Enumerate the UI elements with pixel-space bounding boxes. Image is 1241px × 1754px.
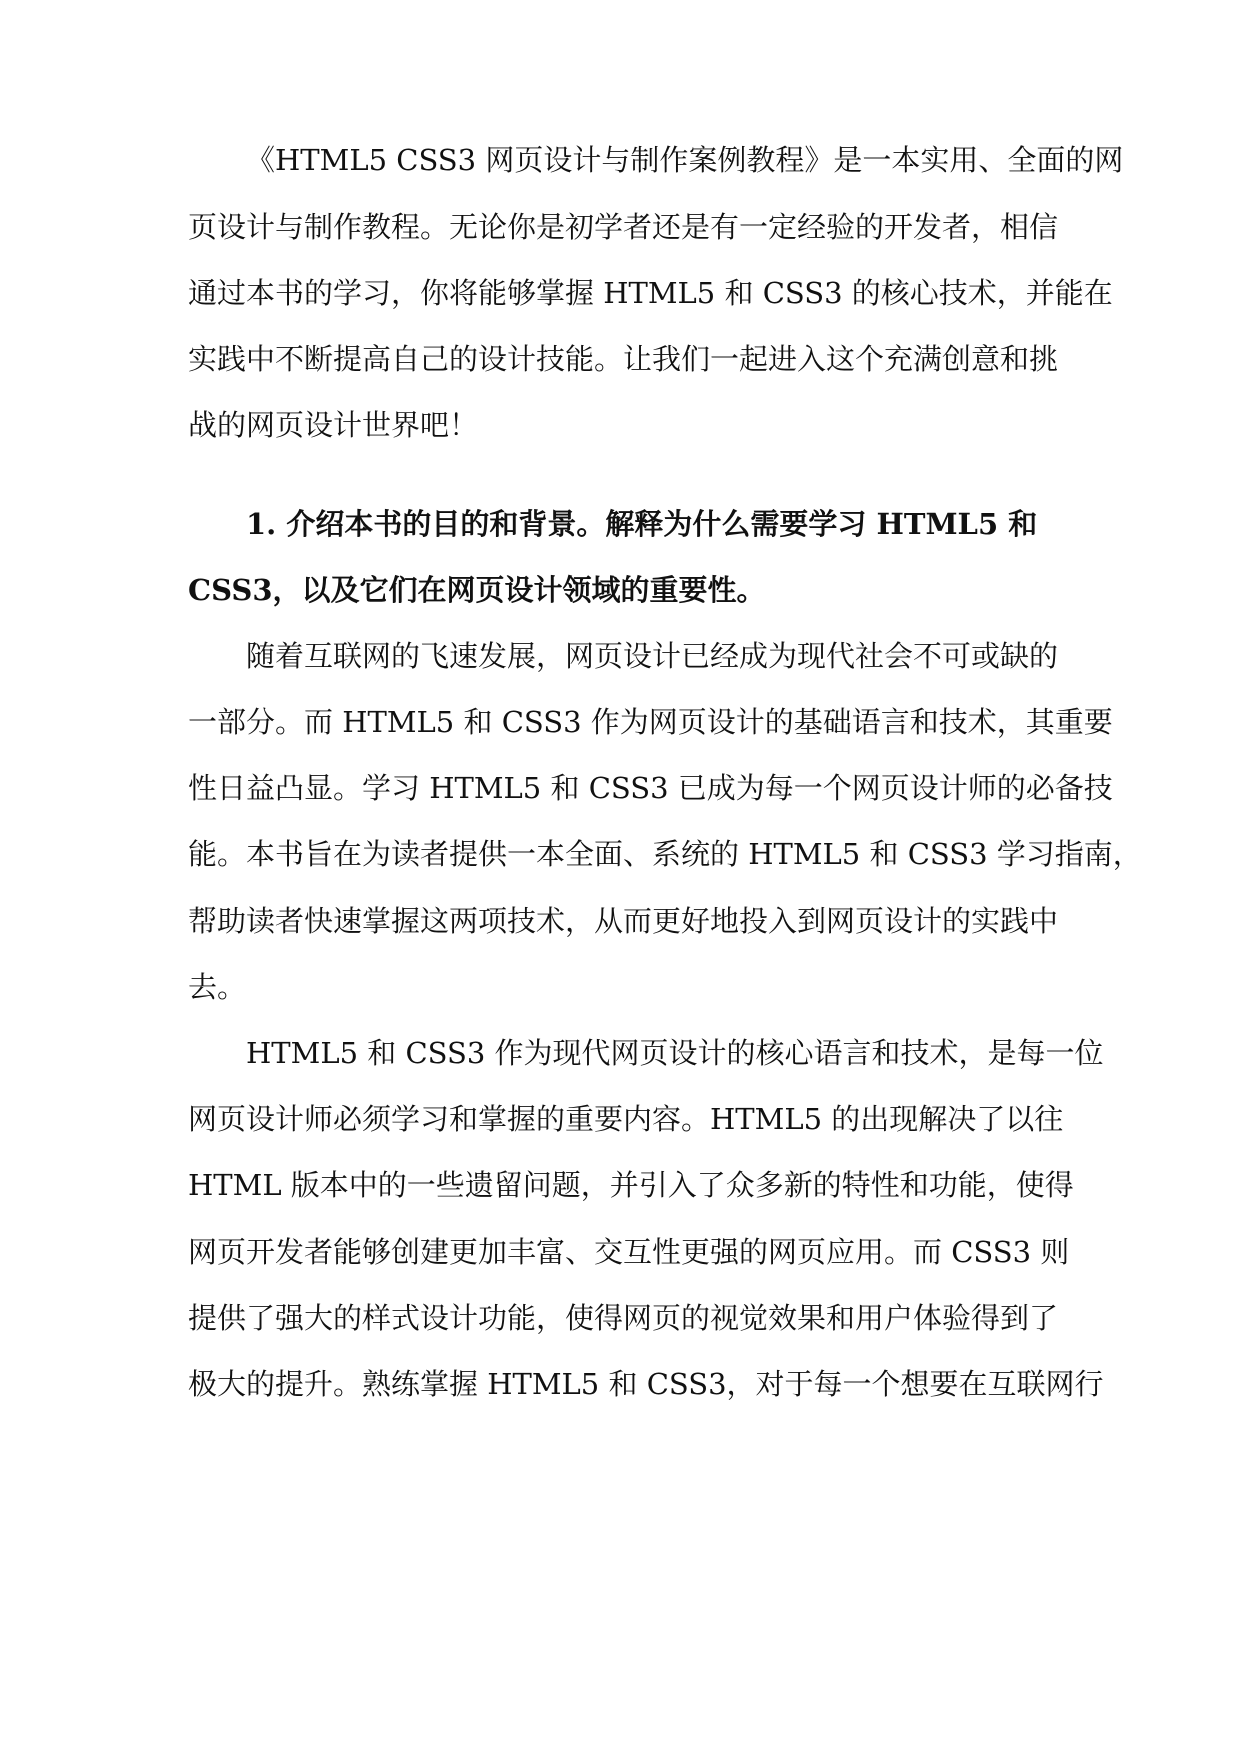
paragraph2-line-2: 网页设计师必须学习和掌握的重要内容。HTML5 的出现解决了以往	[188, 1102, 1064, 1136]
paragraph2-line-5: 提供了强大的样式设计功能，使得网页的视觉效果和用户体验得到了	[188, 1301, 1059, 1335]
paragraph2-line-3: HTML 版本中的一些遗留问题，并引入了众多新的特性和功能，使得	[188, 1168, 1074, 1202]
intro-line-2: 页设计与制作教程。无论你是初学者还是有一定经验的开发者，相信	[188, 210, 1059, 244]
paragraph1-line-6: 去。	[188, 970, 247, 1004]
intro-line-3: 通过本书的学习，你将能够掌握 HTML5 和 CSS3 的核心技术，并能在	[188, 276, 1113, 310]
paragraph2-line-6: 极大的提升。熟练掌握 HTML5 和 CSS3，对于每一个想要在互联网行	[188, 1367, 1104, 1401]
paragraph1-line-2: 一部分。而 HTML5 和 CSS3 作为网页设计的基础语言和技术，其重要	[188, 705, 1113, 739]
paragraph2-line-1: HTML5 和 CSS3 作为现代网页设计的核心语言和技术，是每一位	[246, 1036, 1104, 1070]
paragraph1-line-5: 帮助读者快速掌握这两项技术，从而更好地投入到网页设计的实践中	[188, 904, 1059, 938]
intro-line-5: 战的网页设计世界吧！	[188, 408, 479, 442]
intro-line-4: 实践中不断提高自己的设计技能。让我们一起进入这个充满创意和挑	[188, 342, 1059, 376]
intro-line-1: 《HTML5 CSS3 网页设计与制作案例教程》是一本实用、全面的网	[246, 143, 1124, 177]
paragraph1-line-4: 能。本书旨在为读者提供一本全面、系统的 HTML5 和 CSS3 学习指南，	[188, 837, 1142, 871]
section-heading-line-2: CSS3，以及它们在网页设计领域的重要性。	[188, 573, 766, 607]
paragraph1-line-3: 性日益凸显。学习 HTML5 和 CSS3 已成为每一个网页设计师的必备技	[188, 771, 1113, 805]
section-heading-line-1: 1. 介绍本书的目的和背景。解释为什么需要学习 HTML5 和	[246, 507, 1038, 541]
paragraph1-line-1: 随着互联网的飞速发展，网页设计已经成为现代社会不可或缺的	[246, 639, 1059, 673]
paragraph2-line-4: 网页开发者能够创建更加丰富、交互性更强的网页应用。而 CSS3 则	[188, 1235, 1070, 1269]
